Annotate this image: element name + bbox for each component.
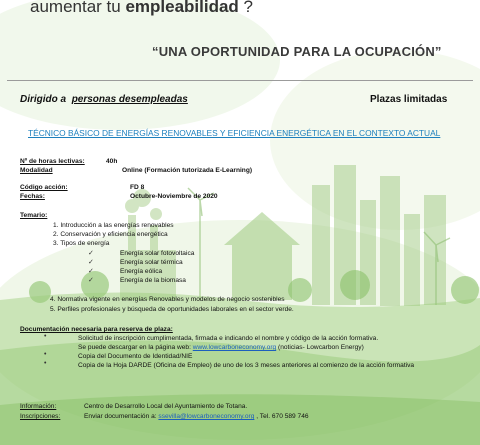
download-text: Se puede descargar en la página web: [78, 344, 193, 351]
dates-value: Octubre-Noviembre de 2020 [130, 193, 218, 200]
documents-item: Solicitud de inscripción cumplimentada, firmada e indicando el nombre y código de la acción formativa. [78, 335, 379, 342]
syllabus-item: 3. Tipos de energía [53, 240, 110, 247]
signup-text: Enviar documentación a: [84, 413, 159, 420]
signup-phone: , Tel. 670 589 746 [254, 413, 309, 420]
course-title: TÉCNICO BÁSICO DE ENERGÍAS RENOVABLES Y EFICIENCIA ENERGÉTICA EN EL CONTEXTO ACTUAL [28, 128, 441, 138]
hours-value: 40h [106, 158, 118, 165]
check-icon: ✓ [88, 277, 94, 284]
signup-value [84, 413, 309, 420]
website-link[interactable]: www.lowcarboneconomy.org [192, 344, 277, 351]
modality-value: Online (Formación tutorizada E-Learning) [122, 167, 253, 174]
audience-label: Dirigido a [20, 94, 67, 105]
headline-emphasis: empleabilidad [125, 0, 239, 16]
email-link[interactable]: ssevilla@lowcarboneconomy.org [158, 413, 255, 420]
syllabus-item: 1. Introducción a las energías renovables [53, 222, 174, 229]
syllabus-subitem: Energía de la biomasa [120, 277, 186, 284]
code-label: Código acción: [20, 184, 68, 191]
bullet-icon: • [44, 333, 47, 340]
download-note: (noticias- Lowcarbon Energy) [276, 344, 364, 351]
syllabus-subitem: Energía solar fotovoltaica [120, 250, 195, 257]
headline-prefix: aumentar tu [30, 0, 126, 16]
syllabus-subitem: Energía solar térmica [120, 259, 183, 266]
check-icon: ✓ [88, 259, 94, 266]
modality-label: Modalidad [20, 167, 53, 174]
signup-label: Inscripciones: [20, 413, 61, 420]
headline [30, 0, 253, 17]
check-icon: ✓ [88, 268, 94, 275]
bullet-icon: • [44, 360, 47, 367]
dates-label: Fechas: [20, 193, 45, 200]
bullet-icon: • [44, 351, 47, 358]
hours-label: Nº de horas lectivas: [20, 158, 85, 165]
syllabus-subitem: Energía eólica [120, 268, 163, 275]
syllabus-item: 4. Normativa vigente en energías Renovables y modelos de negocio sostenibles [50, 296, 285, 303]
places-notice: Plazas limitadas [370, 94, 448, 105]
audience-target: personas desempleadas [71, 94, 188, 105]
divider [7, 80, 473, 81]
info-value: Centro de Desarrollo Local del Ayuntamiento de Totana. [84, 403, 248, 410]
check-icon: ✓ [88, 250, 94, 257]
slogan: “UNA OPORTUNIDAD PARA LA OCUPACIÓN” [152, 44, 442, 59]
info-label: Información: [20, 403, 57, 410]
syllabus-title: Temario: [20, 212, 48, 219]
audience-line [20, 94, 188, 105]
headline-suffix: ? [238, 0, 254, 16]
documents-item: Copia del Documento de Identidad/NIE [78, 353, 193, 360]
syllabus-item: 2. Conservación y eficiencia energética [53, 231, 168, 238]
syllabus-item: 5. Perfiles profesionales y búsqueda de oportunidades laborales en el sector verde. [50, 306, 294, 313]
code-value: FD 8 [130, 184, 145, 191]
documents-title: Documentación necesaria para reserva de plaza: [20, 326, 173, 333]
documents-item-download [78, 344, 364, 351]
documents-item: Copia de la Hoja DARDE (Oficina de Empleo) de uno de los 3 meses anteriores al comienzo de la acción formativa [78, 362, 415, 369]
